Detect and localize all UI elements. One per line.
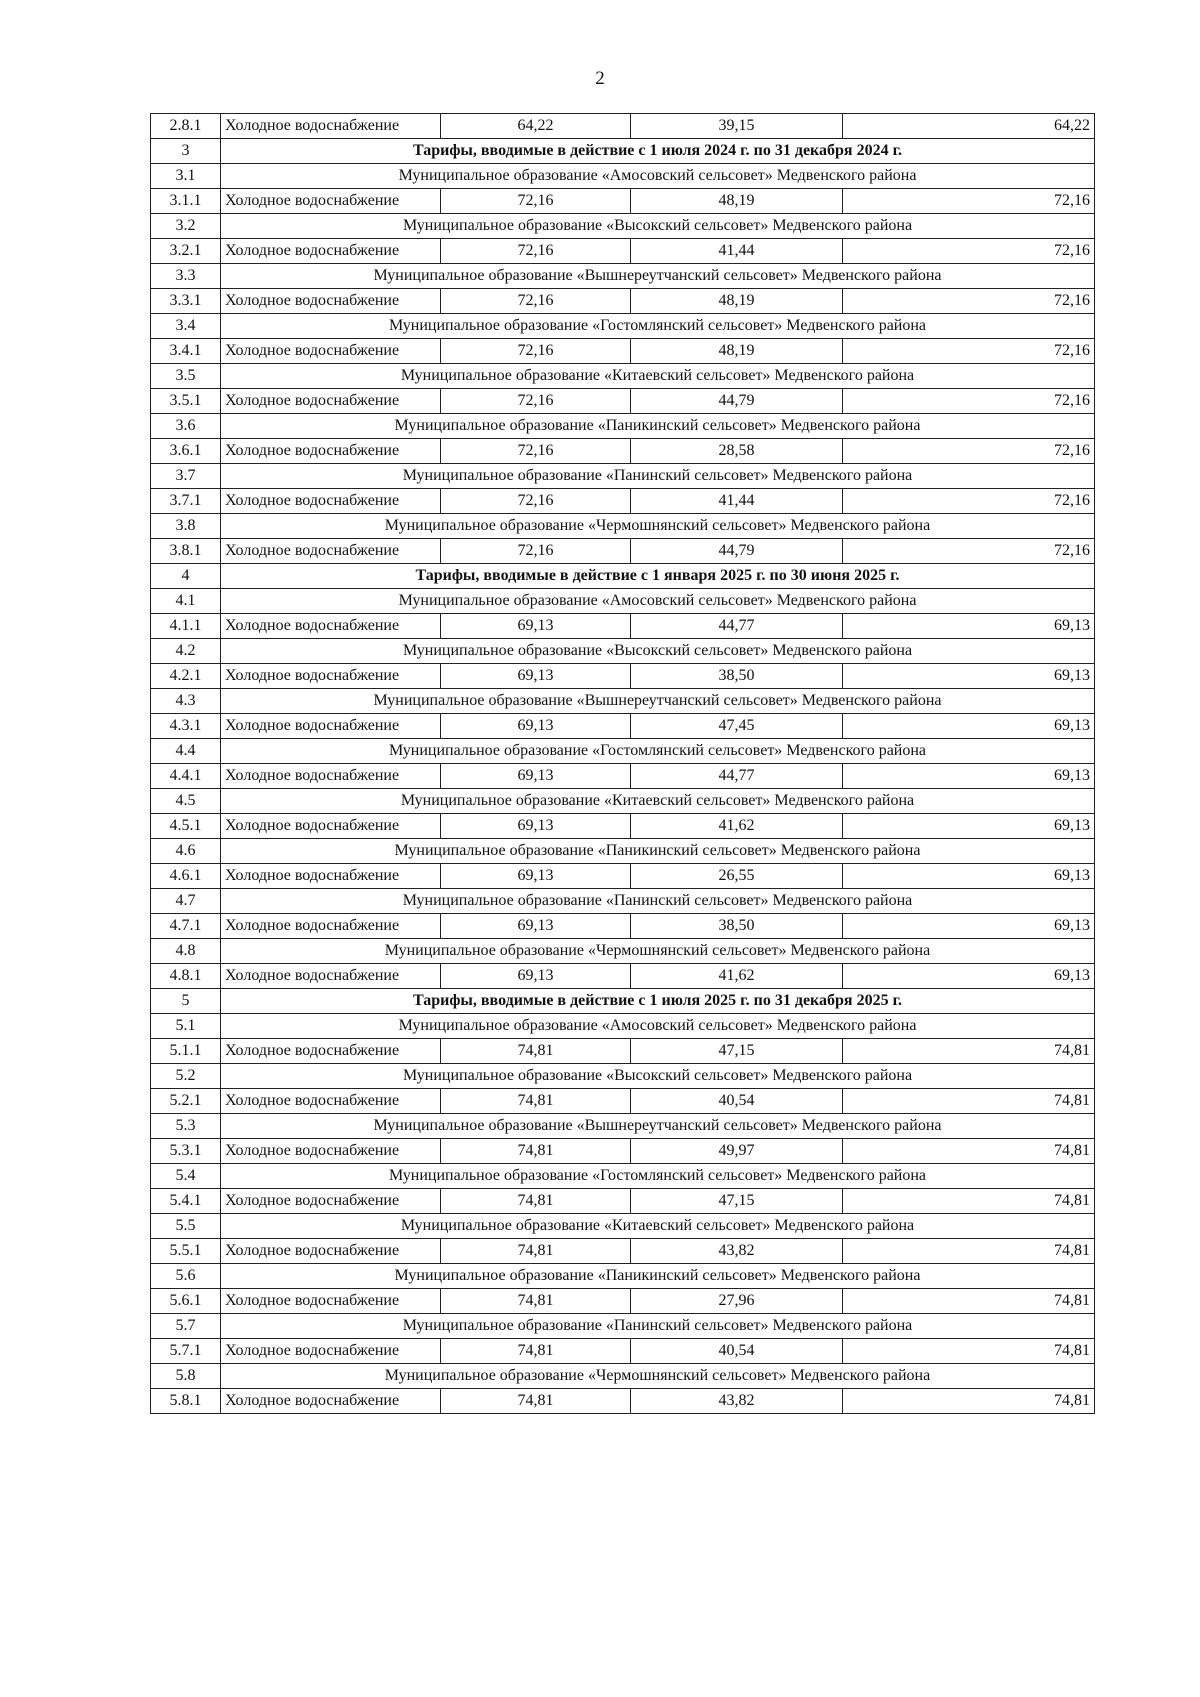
municipality-name: Муниципальное образование «Вышнереутчанский сельсовет» Медвенского района: [221, 689, 1095, 714]
row-number: 5.5: [151, 1214, 221, 1239]
municipality-row: [151, 414, 1095, 439]
tariff-value-2: 38,50: [631, 664, 843, 689]
tariff-value-1: 74,81: [441, 1139, 631, 1164]
tariff-row: [151, 1089, 1095, 1114]
tariff-value-2: 47,15: [631, 1189, 843, 1214]
municipality-row: [151, 1364, 1095, 1389]
municipality-name: Муниципальное образование «Китаевский сельсовет» Медвенского района: [221, 789, 1095, 814]
municipality-row: [151, 1264, 1095, 1289]
municipality-row: [151, 939, 1095, 964]
tariff-value-3: 74,81: [843, 1339, 1095, 1364]
municipality-row: [151, 589, 1095, 614]
municipality-name: Муниципальное образование «Высокский сельсовет» Медвенского района: [221, 214, 1095, 239]
service-name: Холодное водоснабжение: [221, 289, 441, 314]
tariff-value-1: 72,16: [441, 539, 631, 564]
municipality-row: [151, 364, 1095, 389]
service-name: Холодное водоснабжение: [221, 539, 441, 564]
tariff-value-1: 69,13: [441, 864, 631, 889]
municipality-name: Муниципальное образование «Чермошнянский сельсовет» Медвенского района: [221, 939, 1095, 964]
tariff-row: [151, 114, 1095, 139]
tariff-value-3: 69,13: [843, 714, 1095, 739]
tariff-row: [151, 1139, 1095, 1164]
municipality-name: Муниципальное образование «Панинский сельсовет» Медвенского района: [221, 889, 1095, 914]
row-number: 3.4.1: [151, 339, 221, 364]
row-number: 5.6: [151, 1264, 221, 1289]
tariff-value-3: 64,22: [843, 114, 1095, 139]
row-number: 3.6.1: [151, 439, 221, 464]
municipality-name: Муниципальное образование «Гостомлянский сельсовет» Медвенского района: [221, 314, 1095, 339]
tariff-value-3: 74,81: [843, 1289, 1095, 1314]
row-number: 4.8: [151, 939, 221, 964]
municipality-row: [151, 889, 1095, 914]
tariff-row: [151, 1189, 1095, 1214]
section-heading-row: [151, 989, 1095, 1014]
tariff-row: [151, 1389, 1095, 1414]
tariff-value-1: 74,81: [441, 1089, 631, 1114]
service-name: Холодное водоснабжение: [221, 189, 441, 214]
row-number: 3.8: [151, 514, 221, 539]
row-number: 4.4: [151, 739, 221, 764]
row-number: 5.6.1: [151, 1289, 221, 1314]
tariff-value-2: 44,79: [631, 539, 843, 564]
municipality-name: Муниципальное образование «Чермошнянский сельсовет» Медвенского района: [221, 514, 1095, 539]
municipality-name: Муниципальное образование «Высокский сельсовет» Медвенского района: [221, 639, 1095, 664]
tariff-value-1: 74,81: [441, 1289, 631, 1314]
tariff-value-3: 72,16: [843, 539, 1095, 564]
tariff-value-3: 69,13: [843, 664, 1095, 689]
tariff-value-2: 48,19: [631, 289, 843, 314]
section-heading-row: [151, 139, 1095, 164]
tariff-row: [151, 339, 1095, 364]
municipality-name: Муниципальное образование «Гостомлянский сельсовет» Медвенского района: [221, 1164, 1095, 1189]
tariff-value-1: 74,81: [441, 1039, 631, 1064]
tariff-row: [151, 189, 1095, 214]
row-number: 5.1: [151, 1014, 221, 1039]
row-number: 4.1.1: [151, 614, 221, 639]
tariff-value-1: 74,81: [441, 1339, 631, 1364]
tariff-table: [150, 113, 1095, 1414]
service-name: Холодное водоснабжение: [221, 1089, 441, 1114]
tariff-value-2: 41,44: [631, 489, 843, 514]
tariff-value-2: 47,15: [631, 1039, 843, 1064]
tariff-row: [151, 864, 1095, 889]
tariff-value-1: 72,16: [441, 389, 631, 414]
municipality-name: Муниципальное образование «Китаевский сельсовет» Медвенского района: [221, 1214, 1095, 1239]
row-number: 4.3.1: [151, 714, 221, 739]
row-number: 3.1.1: [151, 189, 221, 214]
row-number: 4.2.1: [151, 664, 221, 689]
row-number: 5.8.1: [151, 1389, 221, 1414]
row-number: 5.7.1: [151, 1339, 221, 1364]
row-number: 5.4: [151, 1164, 221, 1189]
tariff-value-2: 40,54: [631, 1339, 843, 1364]
tariff-row: [151, 664, 1095, 689]
row-number: 5.3: [151, 1114, 221, 1139]
municipality-name: Муниципальное образование «Вышнереутчанский сельсовет» Медвенского района: [221, 1114, 1095, 1139]
tariff-value-3: 69,13: [843, 614, 1095, 639]
service-name: Холодное водоснабжение: [221, 714, 441, 739]
tariff-value-3: 72,16: [843, 489, 1095, 514]
service-name: Холодное водоснабжение: [221, 764, 441, 789]
tariff-row: [151, 964, 1095, 989]
tariff-row: [151, 1289, 1095, 1314]
tariff-value-2: 26,55: [631, 864, 843, 889]
tariff-value-2: 44,77: [631, 764, 843, 789]
municipality-name: Муниципальное образование «Вышнереутчанский сельсовет» Медвенского района: [221, 264, 1095, 289]
municipality-row: [151, 514, 1095, 539]
tariff-value-2: 41,62: [631, 814, 843, 839]
municipality-name: Муниципальное образование «Паникинский сельсовет» Медвенского района: [221, 1264, 1095, 1289]
row-number: 3.2: [151, 214, 221, 239]
tariff-value-3: 74,81: [843, 1189, 1095, 1214]
municipality-name: Муниципальное образование «Амосовский сельсовет» Медвенского района: [221, 1014, 1095, 1039]
row-number: 3.5.1: [151, 389, 221, 414]
row-number: 5.7: [151, 1314, 221, 1339]
page-number: 2: [595, 68, 605, 89]
service-name: Холодное водоснабжение: [221, 664, 441, 689]
row-number: 4.6: [151, 839, 221, 864]
municipality-row: [151, 1014, 1095, 1039]
service-name: Холодное водоснабжение: [221, 964, 441, 989]
row-number: 4.7.1: [151, 914, 221, 939]
tariff-value-2: 41,62: [631, 964, 843, 989]
service-name: Холодное водоснабжение: [221, 114, 441, 139]
tariff-row: [151, 1239, 1095, 1264]
section-heading: Тарифы, вводимые в действие с 1 января 2025 г. по 30 июня 2025 г.: [221, 564, 1095, 589]
tariff-value-1: 69,13: [441, 714, 631, 739]
row-number: 4.5.1: [151, 814, 221, 839]
row-number: 3.8.1: [151, 539, 221, 564]
municipality-name: Муниципальное образование «Китаевский сельсовет» Медвенского района: [221, 364, 1095, 389]
row-number: 3.7.1: [151, 489, 221, 514]
row-number: 3.3: [151, 264, 221, 289]
municipality-row: [151, 264, 1095, 289]
row-number: 5: [151, 989, 221, 1014]
tariff-value-3: 72,16: [843, 239, 1095, 264]
tariff-value-2: 43,82: [631, 1389, 843, 1414]
tariff-row: [151, 1039, 1095, 1064]
tariff-value-1: 72,16: [441, 339, 631, 364]
section-heading-row: [151, 564, 1095, 589]
tariff-value-3: 74,81: [843, 1139, 1095, 1164]
tariff-value-2: 40,54: [631, 1089, 843, 1114]
service-name: Холодное водоснабжение: [221, 1389, 441, 1414]
row-number: 3.7: [151, 464, 221, 489]
tariff-value-3: 72,16: [843, 289, 1095, 314]
row-number: 5.1.1: [151, 1039, 221, 1064]
service-name: Холодное водоснабжение: [221, 239, 441, 264]
row-number: 4: [151, 564, 221, 589]
tariff-value-2: 49,97: [631, 1139, 843, 1164]
tariff-value-1: 72,16: [441, 439, 631, 464]
row-number: 3: [151, 139, 221, 164]
tariff-value-1: 69,13: [441, 964, 631, 989]
municipality-row: [151, 739, 1095, 764]
municipality-name: Муниципальное образование «Гостомлянский сельсовет» Медвенского района: [221, 739, 1095, 764]
tariff-value-1: 72,16: [441, 189, 631, 214]
service-name: Холодное водоснабжение: [221, 864, 441, 889]
service-name: Холодное водоснабжение: [221, 439, 441, 464]
tariff-row: [151, 289, 1095, 314]
tariff-value-1: 72,16: [441, 239, 631, 264]
row-number: 2.8.1: [151, 114, 221, 139]
tariff-value-2: 48,19: [631, 189, 843, 214]
row-number: 5.8: [151, 1364, 221, 1389]
service-name: Холодное водоснабжение: [221, 1339, 441, 1364]
tariff-value-2: 47,45: [631, 714, 843, 739]
tariff-table-body: [151, 114, 1095, 1414]
tariff-value-2: 41,44: [631, 239, 843, 264]
tariff-value-1: 69,13: [441, 814, 631, 839]
service-name: Холодное водоснабжение: [221, 489, 441, 514]
row-number: 5.2.1: [151, 1089, 221, 1114]
municipality-row: [151, 789, 1095, 814]
tariff-value-1: 74,81: [441, 1189, 631, 1214]
tariff-value-2: 44,77: [631, 614, 843, 639]
tariff-value-2: 39,15: [631, 114, 843, 139]
tariff-value-3: 69,13: [843, 914, 1095, 939]
tariff-value-2: 38,50: [631, 914, 843, 939]
tariff-value-1: 74,81: [441, 1389, 631, 1414]
tariff-value-2: 48,19: [631, 339, 843, 364]
municipality-row: [151, 1314, 1095, 1339]
row-number: 3.1: [151, 164, 221, 189]
municipality-name: Муниципальное образование «Паникинский сельсовет» Медвенского района: [221, 414, 1095, 439]
tariff-row: [151, 764, 1095, 789]
row-number: 3.6: [151, 414, 221, 439]
municipality-row: [151, 1064, 1095, 1089]
tariff-row: [151, 439, 1095, 464]
tariff-value-1: 72,16: [441, 289, 631, 314]
municipality-row: [151, 314, 1095, 339]
tariff-value-3: 72,16: [843, 389, 1095, 414]
municipality-row: [151, 1214, 1095, 1239]
tariff-value-3: 69,13: [843, 964, 1095, 989]
tariff-value-3: 72,16: [843, 189, 1095, 214]
row-number: 4.2: [151, 639, 221, 664]
tariff-value-3: 72,16: [843, 339, 1095, 364]
municipality-row: [151, 464, 1095, 489]
municipality-name: Муниципальное образование «Панинский сельсовет» Медвенского района: [221, 464, 1095, 489]
row-number: 4.4.1: [151, 764, 221, 789]
municipality-name: Муниципальное образование «Амосовский сельсовет» Медвенского района: [221, 164, 1095, 189]
tariff-row: [151, 1339, 1095, 1364]
tariff-value-1: 69,13: [441, 914, 631, 939]
tariff-value-1: 69,13: [441, 614, 631, 639]
row-number: 5.4.1: [151, 1189, 221, 1214]
municipality-name: Муниципальное образование «Высокский сельсовет» Медвенского района: [221, 1064, 1095, 1089]
municipality-row: [151, 1164, 1095, 1189]
row-number: 3.4: [151, 314, 221, 339]
tariff-value-3: 74,81: [843, 1389, 1095, 1414]
tariff-row: [151, 814, 1095, 839]
section-heading: Тарифы, вводимые в действие с 1 июля 2024 г. по 31 декабря 2024 г.: [221, 139, 1095, 164]
row-number: 3.3.1: [151, 289, 221, 314]
municipality-row: [151, 214, 1095, 239]
service-name: Холодное водоснабжение: [221, 1139, 441, 1164]
municipality-name: Муниципальное образование «Амосовский сельсовет» Медвенского района: [221, 589, 1095, 614]
tariff-row: [151, 489, 1095, 514]
row-number: 4.8.1: [151, 964, 221, 989]
tariff-row: [151, 239, 1095, 264]
tariff-value-1: 69,13: [441, 764, 631, 789]
tariff-value-1: 72,16: [441, 489, 631, 514]
row-number: 4.6.1: [151, 864, 221, 889]
service-name: Холодное водоснабжение: [221, 1039, 441, 1064]
tariff-value-3: 74,81: [843, 1089, 1095, 1114]
service-name: Холодное водоснабжение: [221, 814, 441, 839]
row-number: 5.5.1: [151, 1239, 221, 1264]
tariff-value-1: 69,13: [441, 664, 631, 689]
tariff-value-3: 74,81: [843, 1239, 1095, 1264]
tariff-row: [151, 389, 1095, 414]
section-heading: Тарифы, вводимые в действие с 1 июля 2025 г. по 31 декабря 2025 г.: [221, 989, 1095, 1014]
municipality-name: Муниципальное образование «Паникинский сельсовет» Медвенского района: [221, 839, 1095, 864]
tariff-value-3: 69,13: [843, 814, 1095, 839]
service-name: Холодное водоснабжение: [221, 339, 441, 364]
tariff-value-3: 72,16: [843, 439, 1095, 464]
row-number: 4.7: [151, 889, 221, 914]
tariff-value-2: 27,96: [631, 1289, 843, 1314]
municipality-row: [151, 164, 1095, 189]
municipality-row: [151, 639, 1095, 664]
service-name: Холодное водоснабжение: [221, 1189, 441, 1214]
service-name: Холодное водоснабжение: [221, 389, 441, 414]
row-number: 3.5: [151, 364, 221, 389]
row-number: 4.3: [151, 689, 221, 714]
tariff-value-1: 64,22: [441, 114, 631, 139]
row-number: 5.2: [151, 1064, 221, 1089]
tariff-row: [151, 914, 1095, 939]
tariff-row: [151, 539, 1095, 564]
tariff-value-2: 44,79: [631, 389, 843, 414]
tariff-value-1: 74,81: [441, 1239, 631, 1264]
tariff-value-3: 74,81: [843, 1039, 1095, 1064]
row-number: 5.3.1: [151, 1139, 221, 1164]
service-name: Холодное водоснабжение: [221, 1239, 441, 1264]
municipality-name: Муниципальное образование «Чермошнянский сельсовет» Медвенского района: [221, 1364, 1095, 1389]
tariff-row: [151, 614, 1095, 639]
row-number: 3.2.1: [151, 239, 221, 264]
row-number: 4.1: [151, 589, 221, 614]
tariff-value-3: 69,13: [843, 864, 1095, 889]
municipality-row: [151, 1114, 1095, 1139]
service-name: Холодное водоснабжение: [221, 1289, 441, 1314]
row-number: 4.5: [151, 789, 221, 814]
tariff-row: [151, 714, 1095, 739]
service-name: Холодное водоснабжение: [221, 914, 441, 939]
municipality-name: Муниципальное образование «Панинский сельсовет» Медвенского района: [221, 1314, 1095, 1339]
tariff-value-3: 69,13: [843, 764, 1095, 789]
tariff-value-2: 43,82: [631, 1239, 843, 1264]
municipality-row: [151, 689, 1095, 714]
municipality-row: [151, 839, 1095, 864]
service-name: Холодное водоснабжение: [221, 614, 441, 639]
tariff-value-2: 28,58: [631, 439, 843, 464]
